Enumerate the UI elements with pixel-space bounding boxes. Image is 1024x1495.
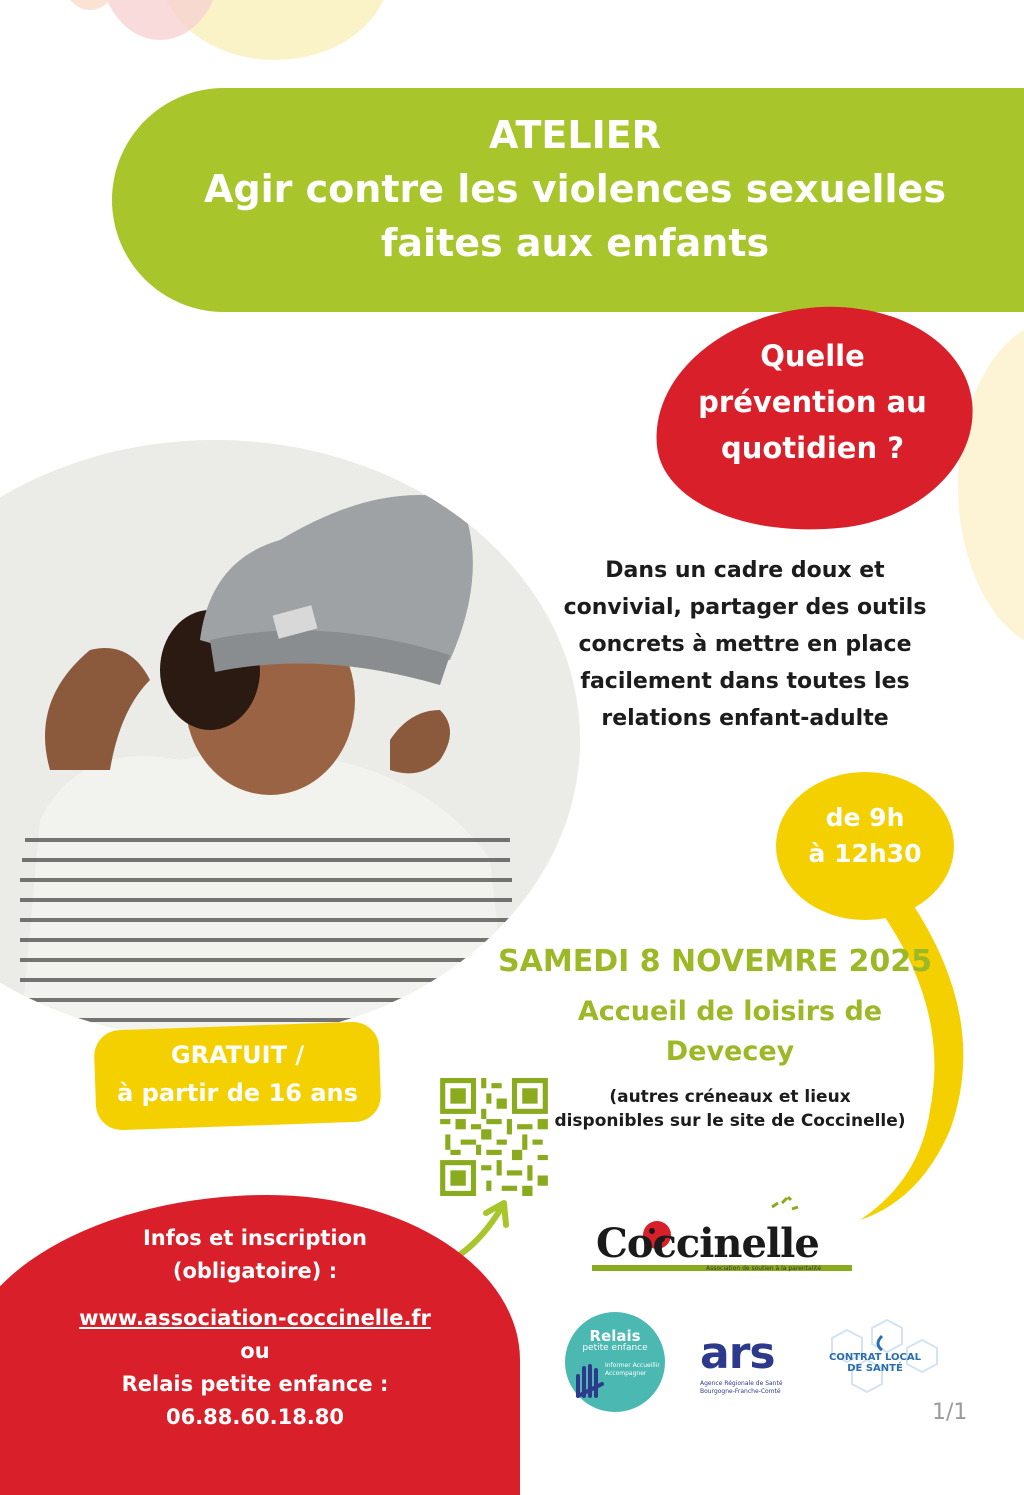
question-line-2: prévention au <box>698 385 927 419</box>
other-slots-line-1: (autres créneaux et lieux <box>609 1087 851 1107</box>
ars-logo: ars <box>700 1328 775 1379</box>
decorative-circle-right <box>958 320 1024 650</box>
title-line-1: ATELIER <box>489 113 661 157</box>
description-line-5: relations enfant-adulte <box>601 706 889 731</box>
description-line-3: concrets à mettre en place <box>578 632 912 657</box>
time-line-1: de 9h <box>825 803 905 832</box>
hand-icon <box>572 1362 606 1398</box>
website-link[interactable]: www.association-coccinelle.fr <box>79 1306 431 1330</box>
other-slots-line-2: disponibles sur le site de Coccinelle) <box>554 1111 906 1131</box>
time-line-2: à 12h30 <box>808 839 922 868</box>
description-line-2: convivial, partager des outils <box>563 595 927 620</box>
place-line-1: Accueil de loisirs de <box>577 996 883 1027</box>
rpe-verbs: Informer Accueillir Accompagner <box>605 1362 660 1377</box>
time-text <box>776 800 954 872</box>
info-text <box>30 1222 480 1434</box>
event-date: SAMEDI 8 NOVEMRE 2025 <box>498 944 932 979</box>
rpe-title: Relais <box>589 1327 641 1345</box>
qr-code[interactable] <box>440 1078 548 1196</box>
description-line-4: facilement dans toutes les <box>580 669 910 694</box>
question-line-1: Quelle <box>760 339 865 373</box>
info-line-2: (obligatoire) : <box>172 1259 338 1283</box>
ars-subtitle: Agence Régionale de Santé Bourgogne-Franche-Comté <box>700 1380 783 1395</box>
coccinelle-name: Coccinelle <box>596 1220 819 1267</box>
question-text <box>660 333 965 471</box>
description <box>540 552 950 737</box>
event-place <box>520 992 940 1072</box>
title-line-2: Agir contre les violences sexuelles <box>204 167 946 211</box>
page-title <box>140 108 1010 270</box>
place-line-2: Devecey <box>665 1036 795 1067</box>
cls-name: CONTRAT LOCAL DE SANTÉ <box>829 1352 921 1374</box>
question-line-3: quotidien ? <box>720 431 905 465</box>
other-slots-note <box>550 1085 910 1133</box>
info-or: ou <box>240 1339 270 1363</box>
free-line-2: à partir de 16 ans <box>117 1079 358 1107</box>
info-line-1: Infos et inscription <box>142 1226 368 1250</box>
free-badge-text <box>95 1036 380 1112</box>
phone-contact: Relais petite enfance : 06.88.60.18.80 <box>121 1372 389 1429</box>
free-line-1: GRATUIT / <box>170 1041 305 1069</box>
title-line-3: faites aux enfants <box>380 221 770 265</box>
rpe-subtitle: petite enfance <box>582 1343 648 1353</box>
coccinelle-tagline: Association de soutien à la parentalité <box>706 1265 822 1272</box>
page-indicator: 1/1 <box>932 1400 968 1425</box>
description-line-1: Dans un cadre doux et <box>605 558 885 583</box>
